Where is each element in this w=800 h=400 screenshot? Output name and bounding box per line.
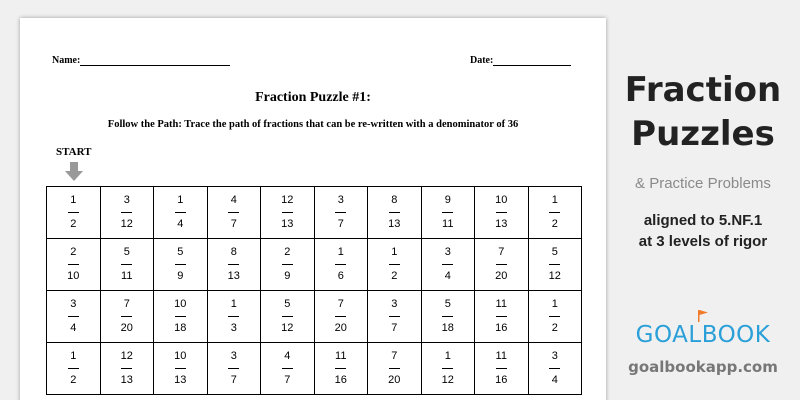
- fraction-bar: [121, 368, 132, 369]
- fraction: [47, 298, 100, 335]
- fraction-numerator: 9: [444, 194, 451, 206]
- fraction: [208, 194, 261, 231]
- fraction-denominator: 2: [551, 218, 558, 230]
- fraction: [101, 350, 154, 387]
- fraction-numerator: 2: [70, 246, 77, 258]
- promo-standard-line2: at 3 levels of rigor: [638, 233, 768, 250]
- grid-cell[interactable]: [314, 187, 368, 239]
- promo-title-line2: Puzzles: [631, 114, 775, 154]
- grid-cell[interactable]: [421, 291, 475, 343]
- grid-cell[interactable]: [368, 343, 422, 395]
- fraction: [101, 298, 154, 335]
- grid-cell[interactable]: [261, 239, 315, 291]
- grid-cell[interactable]: [100, 239, 154, 291]
- fraction-numerator: 3: [70, 298, 77, 310]
- fraction: [47, 194, 100, 231]
- fraction-bar: [282, 212, 293, 213]
- fraction-numerator: 2: [284, 246, 291, 258]
- fraction: [422, 194, 475, 231]
- fraction-numerator: 5: [284, 298, 291, 310]
- fraction-bar: [228, 212, 239, 213]
- grid-cell[interactable]: [528, 291, 582, 343]
- grid-cell[interactable]: [475, 187, 529, 239]
- fraction: [529, 194, 582, 231]
- fraction-bar: [442, 212, 453, 213]
- fraction-bar: [496, 264, 507, 265]
- fraction-bar: [121, 212, 132, 213]
- grid-cell[interactable]: [207, 187, 261, 239]
- fraction-denominator: 2: [70, 218, 77, 230]
- fraction-denominator: 4: [444, 270, 451, 282]
- fraction: [261, 350, 314, 387]
- fraction-bar: [121, 316, 132, 317]
- fraction-denominator: 11: [442, 218, 454, 230]
- fraction-denominator: 13: [388, 218, 401, 230]
- grid-cell[interactable]: [47, 187, 101, 239]
- fraction-denominator: 13: [281, 218, 294, 230]
- fraction-numerator: 7: [337, 298, 344, 310]
- fraction-bar: [335, 212, 346, 213]
- grid-cell[interactable]: [261, 291, 315, 343]
- grid-cell[interactable]: [154, 291, 208, 343]
- fraction-bar: [335, 368, 346, 369]
- fraction-bar: [68, 212, 79, 213]
- fraction-numerator: 11: [495, 298, 507, 310]
- fraction-denominator: 13: [120, 374, 133, 386]
- fraction: [529, 298, 582, 335]
- grid-cell[interactable]: [421, 239, 475, 291]
- fraction: [529, 350, 582, 387]
- fraction-bar: [175, 264, 186, 265]
- fraction-numerator: 7: [391, 350, 398, 362]
- fraction-denominator: 16: [495, 322, 508, 334]
- grid-cell[interactable]: [154, 187, 208, 239]
- fraction-denominator: 7: [230, 218, 237, 230]
- fraction: [47, 350, 100, 387]
- fraction-bar: [442, 264, 453, 265]
- flag-icon: [697, 309, 709, 323]
- grid-cell[interactable]: [314, 239, 368, 291]
- fraction-bar: [389, 316, 400, 317]
- fraction-numerator: 10: [495, 194, 508, 206]
- fraction-bar: [68, 316, 79, 317]
- fraction: [47, 246, 100, 283]
- fraction: [315, 194, 368, 231]
- fraction: [154, 350, 207, 387]
- fraction: [261, 194, 314, 231]
- fraction-bar: [549, 316, 560, 317]
- fraction-numerator: 1: [551, 298, 558, 310]
- fraction-numerator: 10: [174, 350, 187, 362]
- grid-cell[interactable]: [421, 343, 475, 395]
- fraction-numerator: 11: [495, 350, 507, 362]
- fraction-bar: [549, 264, 560, 265]
- grid-row: [47, 187, 582, 239]
- fraction-bar: [335, 316, 346, 317]
- fraction-bar: [228, 316, 239, 317]
- name-field: [52, 55, 230, 66]
- fraction-denominator: 7: [391, 322, 398, 334]
- grid-row: [47, 291, 582, 343]
- fraction-numerator: 1: [391, 246, 398, 258]
- promo-subtitle: & Practice Problems: [635, 175, 771, 192]
- fraction-numerator: 4: [230, 194, 237, 206]
- fraction-numerator: 1: [444, 350, 451, 362]
- fraction-numerator: 1: [177, 194, 184, 206]
- fraction-numerator: 7: [123, 298, 130, 310]
- fraction: [475, 246, 528, 283]
- grid-cell[interactable]: [368, 239, 422, 291]
- fraction-denominator: 13: [174, 374, 187, 386]
- grid-cell[interactable]: [100, 343, 154, 395]
- grid-cell[interactable]: [47, 291, 101, 343]
- fraction-denominator: 2: [70, 374, 77, 386]
- fraction: [368, 298, 421, 335]
- grid-cell[interactable]: [475, 291, 529, 343]
- fraction: [422, 246, 475, 283]
- fraction-denominator: 2: [391, 270, 398, 282]
- fraction-numerator: 3: [391, 298, 398, 310]
- fraction-bar: [175, 316, 186, 317]
- fraction: [101, 246, 154, 283]
- grid-cell[interactable]: [475, 239, 529, 291]
- grid-cell[interactable]: [207, 291, 261, 343]
- date-blank: [493, 56, 571, 66]
- fraction-bar: [282, 368, 293, 369]
- fraction-numerator: 8: [230, 246, 237, 258]
- fraction-numerator: 10: [174, 298, 187, 310]
- fraction-denominator: 9: [177, 270, 184, 282]
- fraction: [261, 298, 314, 335]
- fraction: [315, 246, 368, 283]
- fraction-numerator: 1: [230, 298, 237, 310]
- date-field: [470, 55, 571, 66]
- grid-cell[interactable]: [207, 343, 261, 395]
- fraction-denominator: 6: [337, 270, 344, 282]
- fraction-denominator: 4: [177, 218, 184, 230]
- fraction: [475, 298, 528, 335]
- grid-cell[interactable]: [528, 187, 582, 239]
- fraction-bar: [389, 264, 400, 265]
- fraction-denominator: 16: [495, 374, 508, 386]
- website-url[interactable]: goalbookapp.com: [628, 358, 778, 376]
- fraction-denominator: 3: [230, 322, 237, 334]
- grid-row: [47, 239, 582, 291]
- grid-cell[interactable]: [528, 343, 582, 395]
- grid-cell[interactable]: [261, 343, 315, 395]
- worksheet-title: Fraction Puzzle #1:: [255, 90, 371, 105]
- grid-cell[interactable]: [528, 239, 582, 291]
- fraction: [154, 194, 207, 231]
- fraction-numerator: 11: [335, 350, 347, 362]
- promo-standard-line1: aligned to 5.NF.1: [643, 212, 763, 229]
- fraction-denominator: 20: [334, 322, 347, 334]
- grid-cell[interactable]: [261, 187, 315, 239]
- start-label: START: [56, 146, 92, 158]
- promo-title: [606, 68, 800, 156]
- fraction-numerator: 5: [551, 246, 558, 258]
- grid-cell[interactable]: [314, 291, 368, 343]
- fraction-denominator: 20: [120, 322, 133, 334]
- fraction: [368, 350, 421, 387]
- fraction-denominator: 11: [121, 270, 133, 282]
- fraction-denominator: 18: [174, 322, 187, 334]
- grid-cell[interactable]: [475, 343, 529, 395]
- fraction-numerator: 3: [123, 194, 130, 206]
- fraction-bar: [175, 368, 186, 369]
- fraction-numerator: 12: [281, 194, 294, 206]
- fraction-bar: [389, 368, 400, 369]
- fraction-denominator: 12: [441, 374, 454, 386]
- grid-cell[interactable]: [154, 239, 208, 291]
- fraction: [368, 194, 421, 231]
- grid-cell[interactable]: [100, 187, 154, 239]
- fraction-bar: [121, 264, 132, 265]
- grid-cell[interactable]: [47, 239, 101, 291]
- fraction-denominator: 12: [281, 322, 294, 334]
- date-label: Date:: [470, 55, 494, 66]
- fraction-bar: [228, 264, 239, 265]
- fraction-numerator: 5: [123, 246, 130, 258]
- worksheet-page: [20, 18, 606, 400]
- fraction-bar: [549, 212, 560, 213]
- fraction: [101, 194, 154, 231]
- fraction-bar: [175, 212, 186, 213]
- grid-cell[interactable]: [154, 343, 208, 395]
- fraction-numerator: 3: [337, 194, 344, 206]
- fraction-denominator: 10: [67, 270, 80, 282]
- fraction-bar: [68, 368, 79, 369]
- fraction-bar: [68, 264, 79, 265]
- fraction-bar: [442, 316, 453, 317]
- fraction-denominator: 18: [441, 322, 454, 334]
- fraction: [315, 350, 368, 387]
- grid-cell[interactable]: [207, 239, 261, 291]
- fraction-denominator: 12: [120, 218, 133, 230]
- fraction-numerator: 5: [177, 246, 184, 258]
- fraction: [154, 298, 207, 335]
- fraction-denominator: 7: [337, 218, 344, 230]
- fraction-numerator: 3: [444, 246, 451, 258]
- fraction-denominator: 16: [334, 374, 347, 386]
- name-blank: [80, 56, 230, 66]
- fraction-denominator: 4: [551, 374, 558, 386]
- fraction-denominator: 2: [551, 322, 558, 334]
- fraction-bar: [549, 368, 560, 369]
- grid-cell[interactable]: [421, 187, 475, 239]
- fraction-numerator: 1: [70, 194, 77, 206]
- fraction: [208, 246, 261, 283]
- fraction-denominator: 7: [230, 374, 237, 386]
- fraction: [422, 350, 475, 387]
- fraction: [315, 298, 368, 335]
- fraction-numerator: 1: [551, 194, 558, 206]
- grid-cell[interactable]: [368, 291, 422, 343]
- grid-cell[interactable]: [368, 187, 422, 239]
- fraction-bar: [282, 264, 293, 265]
- fraction-numerator: 12: [120, 350, 133, 362]
- fraction: [368, 246, 421, 283]
- grid-cell[interactable]: [47, 343, 101, 395]
- worksheet-instructions: Follow the Path: Trace the path of fractions that can be re-written with a denominator of 36: [107, 119, 519, 130]
- fraction-denominator: 20: [388, 374, 401, 386]
- fraction-bar: [496, 316, 507, 317]
- fraction-denominator: 7: [284, 374, 291, 386]
- fraction: [475, 194, 528, 231]
- fraction: [261, 246, 314, 283]
- fraction-numerator: 1: [337, 246, 344, 258]
- fraction-numerator: 5: [444, 298, 451, 310]
- fraction-numerator: 4: [284, 350, 291, 362]
- promo-standard: [606, 210, 800, 252]
- fraction-numerator: 7: [498, 246, 505, 258]
- fraction-bar: [442, 368, 453, 369]
- fraction-numerator: 1: [70, 350, 77, 362]
- grid-cell[interactable]: [314, 343, 368, 395]
- fraction-numerator: 3: [230, 350, 237, 362]
- grid-row: [47, 343, 582, 395]
- fraction-bar: [389, 212, 400, 213]
- promo-panel: [606, 0, 800, 400]
- name-label: Name:: [52, 55, 81, 66]
- fraction: [422, 298, 475, 335]
- fraction-denominator: 13: [495, 218, 508, 230]
- fraction-numerator: 3: [551, 350, 558, 362]
- goalbook-logo: GOALBOOK: [635, 322, 771, 348]
- fraction-denominator: 13: [227, 270, 240, 282]
- fraction: [154, 246, 207, 283]
- fraction: [529, 246, 582, 283]
- grid-cell[interactable]: [100, 291, 154, 343]
- fraction-grid: [46, 186, 582, 395]
- fraction-bar: [496, 368, 507, 369]
- fraction-bar: [228, 368, 239, 369]
- fraction-bar: [335, 264, 346, 265]
- fraction-denominator: 12: [548, 270, 561, 282]
- fraction-bar: [496, 212, 507, 213]
- fraction-denominator: 20: [495, 270, 508, 282]
- fraction: [208, 298, 261, 335]
- promo-title-line1: Fraction: [624, 70, 782, 110]
- fraction-denominator: 9: [284, 270, 291, 282]
- down-arrow-icon: [64, 162, 84, 182]
- fraction: [475, 350, 528, 387]
- fraction-denominator: 4: [70, 322, 77, 334]
- fraction-bar: [282, 316, 293, 317]
- fraction: [208, 350, 261, 387]
- fraction-numerator: 8: [391, 194, 398, 206]
